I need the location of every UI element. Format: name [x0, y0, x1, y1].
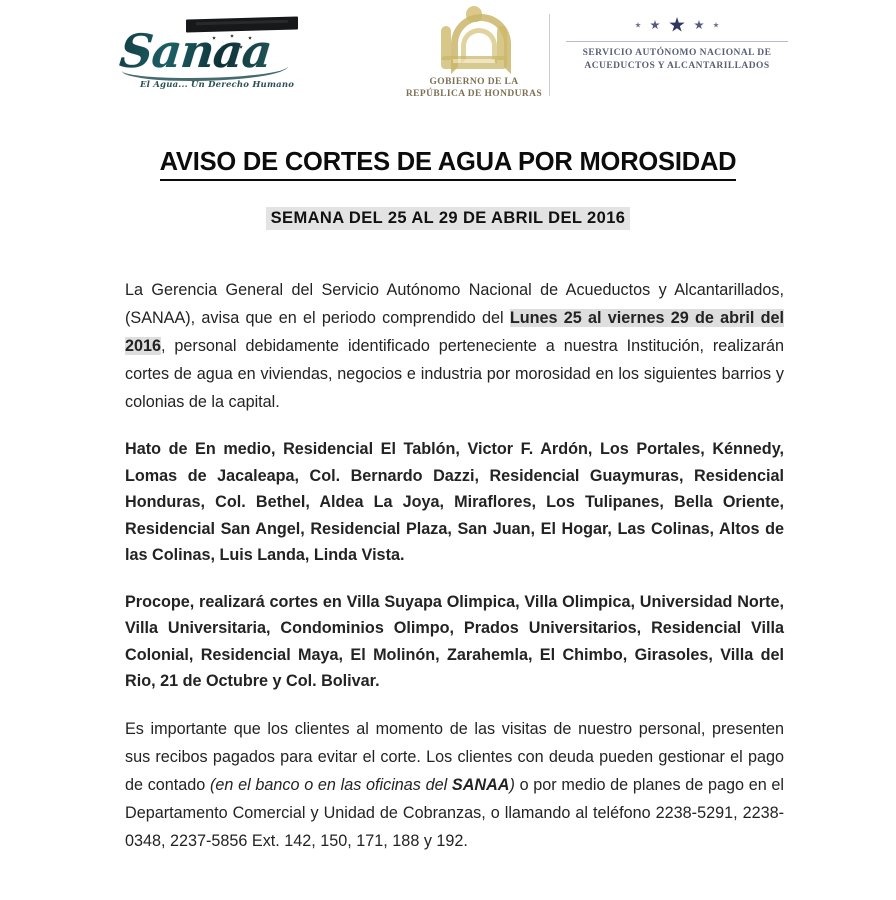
- title-block: [0, 148, 896, 230]
- sanaa-tagline: El Agua... Un Derecho Humano: [140, 80, 295, 90]
- payment-info-sanaa: SANAA: [451, 775, 510, 794]
- paragraph-neighborhoods-procope: Procope, realizará cortes en Villa Suyapa Olimpica, Villa Olimpica, Universidad Norte, Villa Universitaria, Condominios Olimpo, Prados Universitarios, Residencial Villa Colonial, Residencial Maya, El Molinón, Zarahemla, El Chimbo, Girasoles, Villa del Rio, 21 de Octubre y Col. Bolivar.: [125, 592, 784, 690]
- paragraph-payment-info: [125, 715, 784, 855]
- agency-name-line2: ACUEDUCTOS Y ALCANTARILLADOS: [584, 60, 770, 71]
- agency-name-line1: SERVICIO AUTÓNOMO NACIONAL DE: [582, 48, 772, 58]
- coat-of-arms-icon: [435, 6, 513, 72]
- payment-info-part1: Es importante que los clientes al momento de las visitas de nuestro personal, presenten sus recibos pagados para evitar el corte. Los clientes con deuda pueden gestionar el pago de contado: [125, 719, 784, 794]
- government-emblem-line2: REPÚBLICA DE HONDURAS: [405, 89, 543, 99]
- paragraph-neighborhoods-sanaa: Hato de En medio, Residencial El Tablón, Victor F. Ardón, Los Portales, Kénnedy, Lomas de Jacaleapa, Col. Bernardo Dazzi, Residencial Guaymuras, Residencial Honduras, Col. Bethel, Aldea La Joya, Miraflores, Los Tulipanes, Bella Oriente, Residencial San Angel, Residencial Plaza, San Juan, El Hogar, Las Colinas, Altos de las Colinas, Luis Landa, Linda Vista.: [125, 440, 784, 564]
- payment-info-italic2: ): [509, 775, 515, 794]
- date-range-highlight: Lunes 25 al viernes 29 de abril del 2016: [125, 309, 784, 355]
- document-body: [125, 276, 784, 855]
- paragraph-intro-part1: La Gerencia General del Servicio Autónomo Nacional de Acueductos y Alcantarillados, (SANAA), avisa que en el periodo comprendido del: [125, 281, 784, 327]
- agency-rule: [566, 41, 788, 42]
- page-title: AVISO DE CORTES DE AGUA POR MOROSIDAD: [160, 148, 737, 181]
- five-stars-icon: [566, 14, 788, 36]
- document-header: [0, 0, 896, 112]
- paragraph-intro-part2: , personal debidamente identificado perteneciente a nuestra Institución, realizarán cortes de agua en viviendas, negocios e industria por morosidad en los siguientes barrios y colonias de la capital.: [125, 337, 784, 411]
- sanaa-wordmark: Sanaa: [117, 22, 309, 80]
- agency-identity-block: [566, 14, 788, 72]
- payment-info-part2: o por medio de planes de pago en el Departamento Comercial y Unidad de Cobranzas, o llamando al teléfono 2238-5291, 2238-0348, 2237-5856 Ext. 142, 150, 171, 188 y 192.: [125, 775, 784, 850]
- sanaa-logo: [118, 8, 308, 100]
- government-emblem-line1: GOBIERNO DE LA: [429, 77, 519, 87]
- government-emblem: [400, 6, 548, 106]
- payment-info-italic1: (en el banco o en las oficinas del: [210, 775, 452, 794]
- header-divider: [549, 14, 550, 96]
- page-subtitle: SEMANA DEL 25 AL 29 DE ABRIL DEL 2016: [266, 207, 631, 230]
- paragraph-intro: [125, 276, 784, 416]
